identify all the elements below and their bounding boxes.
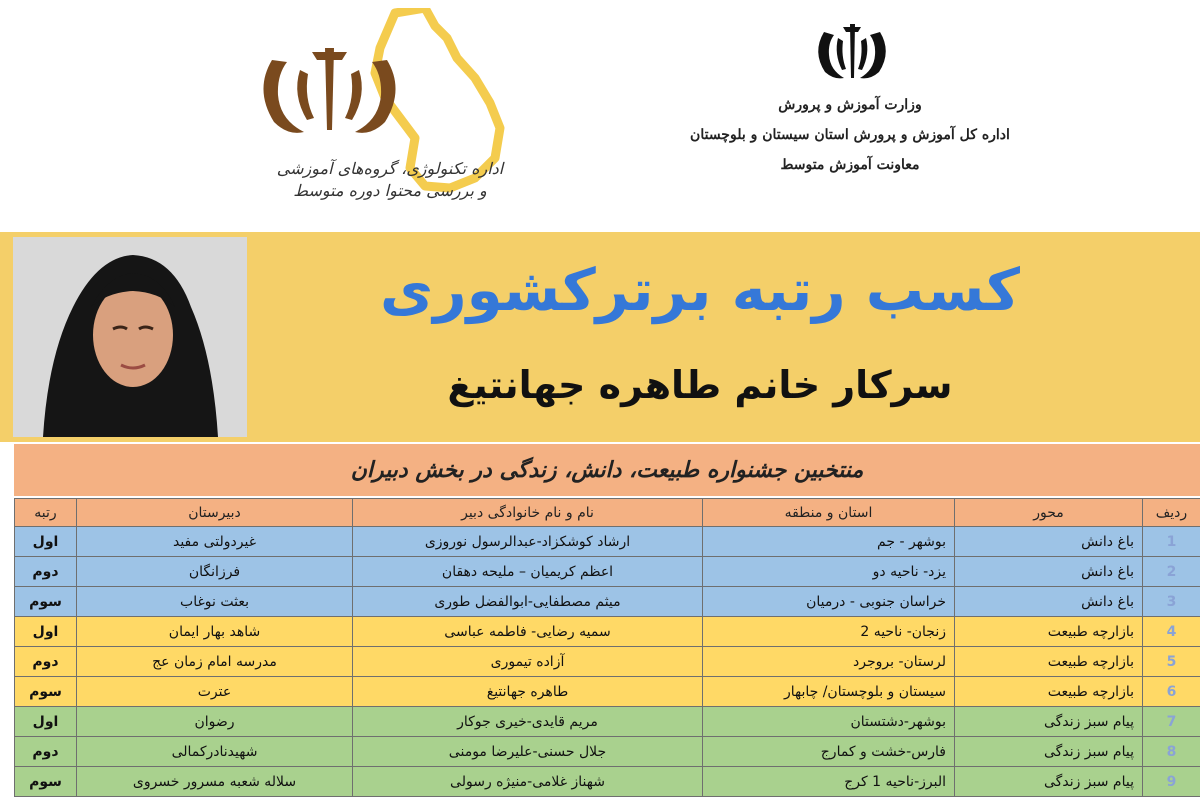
header-school: دبیرستان <box>77 499 353 527</box>
table-row <box>15 587 1200 617</box>
left-logo-caption <box>240 158 540 202</box>
cell-province: فارس-خشت و کمارج <box>703 737 955 767</box>
cell-school: سلاله شعبه مسرور خسروی <box>77 767 353 797</box>
cell-teacher-name: میثم مصطفایی-ابوالفضل طوری <box>353 587 703 617</box>
results-table <box>14 498 1200 797</box>
cell-row-number: 9 <box>1143 767 1200 797</box>
cell-rank: سوم <box>15 767 77 797</box>
cell-teacher-name: طاهره جهانتیغ <box>353 677 703 707</box>
cell-school: بعثت نوغاب <box>77 587 353 617</box>
cell-axis: پیام سبز زندگی <box>955 767 1143 797</box>
cell-province: سیستان و بلوچستان/ چابهار <box>703 677 955 707</box>
cell-school: مدرسه امام زمان عج <box>77 647 353 677</box>
cell-row-number: 6 <box>1143 677 1200 707</box>
cell-row-number: 2 <box>1143 557 1200 587</box>
table-row <box>15 707 1200 737</box>
cell-province: لرستان- بروجرد <box>703 647 955 677</box>
header-province: استان و منطقه <box>703 499 955 527</box>
cell-axis: بازارچه طبیعت <box>955 617 1143 647</box>
cell-province: بوشهر - جم <box>703 527 955 557</box>
cell-teacher-name: جلال حسنی-علیرضا مومنی <box>353 737 703 767</box>
cell-school: غیردولتی مفید <box>77 527 353 557</box>
banner-subheadline: سرکار خانم طاهره جهانتیغ <box>447 363 953 407</box>
table-row <box>15 737 1200 767</box>
cell-rank: اول <box>15 527 77 557</box>
cell-rank: سوم <box>15 587 77 617</box>
cell-rank: دوم <box>15 737 77 767</box>
cell-row-number: 3 <box>1143 587 1200 617</box>
table-row <box>15 647 1200 677</box>
left-logo-caption-line2: و بررسی محتوا دوره متوسط <box>293 181 487 200</box>
cell-school: رضوان <box>77 707 353 737</box>
cell-axis: باغ دانش <box>955 557 1143 587</box>
emblem-right-icon <box>812 22 892 82</box>
ministry-caption-line2: اداره کل آموزش و پرورش استان سیستان و بلوچستان <box>690 127 1010 143</box>
table-title: منتخبین جشنواره طبیعت، دانش، زندگی در بخش دبیران <box>14 444 1200 496</box>
table-row <box>15 617 1200 647</box>
table-row <box>15 527 1200 557</box>
cell-school: شاهد بهار ایمان <box>77 617 353 647</box>
cell-teacher-name: اعظم کریمیان – ملیحه دهقان <box>353 557 703 587</box>
cell-row-number: 4 <box>1143 617 1200 647</box>
header-teacher-name: نام و نام خانوادگی دبیر <box>353 499 703 527</box>
cell-teacher-name: آزاده تیموری <box>353 647 703 677</box>
ministry-caption-line1: وزارت آموزش و پرورش <box>778 97 922 113</box>
cell-province: البرز-ناحیه 1 کرج <box>703 767 955 797</box>
table-header-row <box>15 499 1200 527</box>
cell-rank: اول <box>15 617 77 647</box>
cell-axis: پیام سبز زندگی <box>955 707 1143 737</box>
cell-rank: دوم <box>15 557 77 587</box>
cell-row-number: 5 <box>1143 647 1200 677</box>
cell-axis: بازارچه طبیعت <box>955 647 1143 677</box>
table-row <box>15 557 1200 587</box>
cell-axis: بازارچه طبیعت <box>955 677 1143 707</box>
cell-axis: باغ دانش <box>955 527 1143 557</box>
cell-rank: اول <box>15 707 77 737</box>
ministry-caption-line3: معاونت آموزش متوسط <box>780 157 920 173</box>
header-axis: محور <box>955 499 1143 527</box>
emblem-left-icon <box>252 40 407 140</box>
cell-teacher-name: ارشاد کوشکزاد-عبدالرسول نوروزی <box>353 527 703 557</box>
cell-school: فرزانگان <box>77 557 353 587</box>
banner-headline: کسب رتبه برترکشوری <box>380 256 1020 324</box>
cell-row-number: 1 <box>1143 527 1200 557</box>
cell-teacher-name: سمیه رضایی- فاطمه عباسی <box>353 617 703 647</box>
teacher-photo <box>13 237 247 437</box>
cell-province: یزد- ناحیه دو <box>703 557 955 587</box>
cell-school: شهیدنادرکمالی <box>77 737 353 767</box>
cell-axis: پیام سبز زندگی <box>955 737 1143 767</box>
cell-school: عترت <box>77 677 353 707</box>
left-logo-caption-line1: اداره تکنولوژی، گروه‌های آموزشی <box>276 159 504 178</box>
header-row-number: ردیف <box>1143 499 1200 527</box>
header-rank: رتبه <box>15 499 77 527</box>
cell-row-number: 7 <box>1143 707 1200 737</box>
cell-rank: دوم <box>15 647 77 677</box>
cell-rank: سوم <box>15 677 77 707</box>
ministry-caption <box>660 90 1040 180</box>
cell-axis: باغ دانش <box>955 587 1143 617</box>
cell-row-number: 8 <box>1143 737 1200 767</box>
cell-teacher-name: شهناز غلامی-منیژه رسولی <box>353 767 703 797</box>
table-row <box>15 677 1200 707</box>
cell-teacher-name: مریم قایدی-خیری جوکار <box>353 707 703 737</box>
page-header <box>0 0 1200 232</box>
table-row <box>15 767 1200 797</box>
cell-province: بوشهر-دشتستان <box>703 707 955 737</box>
teacher-portrait-icon <box>13 237 247 437</box>
cell-province: زنجان- ناحیه 2 <box>703 617 955 647</box>
cell-province: خراسان جنوبی - درمیان <box>703 587 955 617</box>
